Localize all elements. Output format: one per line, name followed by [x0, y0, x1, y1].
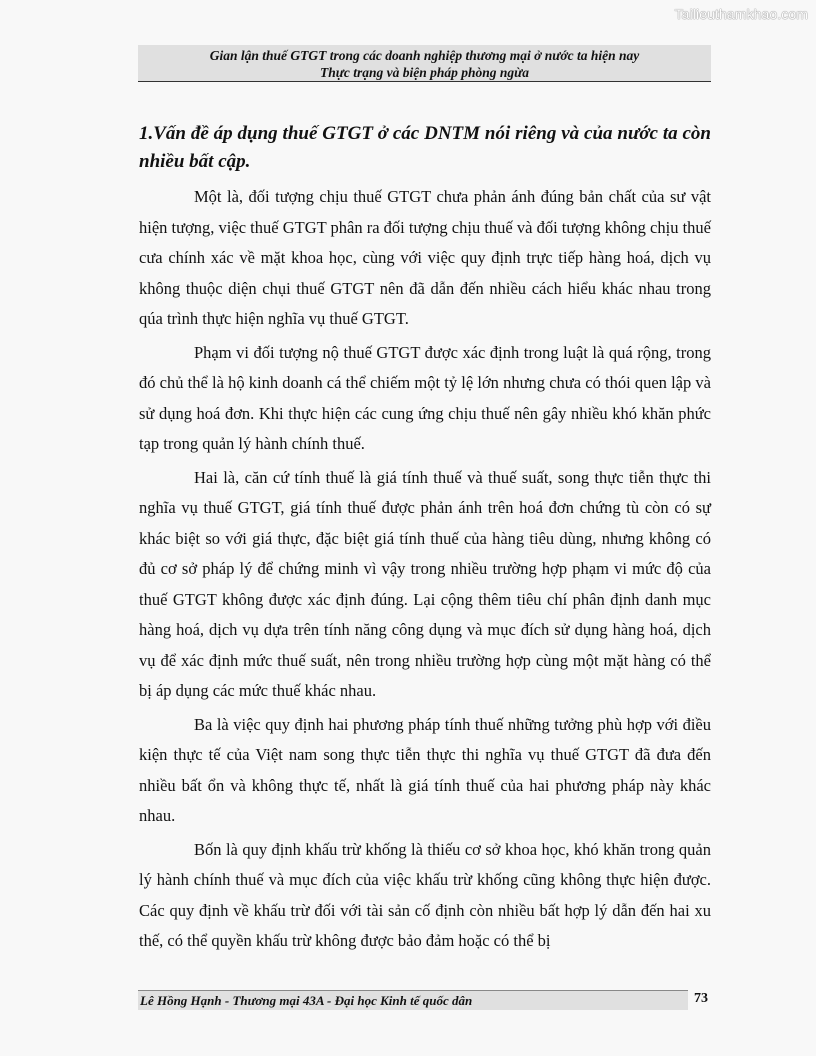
page-number: 73 [694, 991, 708, 1006]
page-body [139, 120, 711, 960]
paragraph-hai-la: Hai là, căn cứ tính thuế là giá tính thuế và thuế suất, song thực tiễn thực thi nghĩa vụ thuế GTGT, giá tính thuế được phản ánh trên hoá đơn chứng tù còn có sự khác biệt so với giá thực, đặc biệt giá tính thuế của hàng tiêu dùng, nhưng không có đủ cơ sở pháp lý để chứng minh vì vậy trong nhiều trường hợp phạm vi mức độ của thuế GTGT không được xác định đúng. Lại cộng thêm tiêu chí phân định danh mục hàng hoá, dịch vụ dựa trên tính năng công dụng và mục đích sử dụng hàng hoá, dịch vụ để xác định mức thuế suất, nên trong nhiều trường hợp cùng một mặt hàng có thể bị áp dụng các mức thuế khác nhau. [139, 467, 711, 700]
paragraph-mot-la: Một là, đối tượng chịu thuế GTGT chưa phản ánh đúng bản chất của sư vật hiện tượng, việc thuế GTGT phân ra đối tượng chịu thuế và đối tượng không chịu thuế cưa chính xác về mặt khoa học, cùng với việc quy định trực tiếp hàng hoá, dịch vụ không thuộc diện chụi thuế GTGT nên đã dẫn đến nhiều cách hiểu khác nhau trong qúa trình thực hiện nghĩa vụ thuế GTGT. [139, 187, 711, 328]
paragraph-ba-la: Ba là việc quy định hai phương pháp tính thuế những tưởng phù hợp với điều kiện thực tế của Việt nam song thực tiễn thực thi nghĩa vụ thuế GTGT đã đưa đến nhiều bất ổn và không thực tế, nhất là giá tính thuế của hai phương pháp này khác nhau. [139, 714, 711, 825]
footer-author: Lê Hồng Hạnh - Thương mại 43A - Đại học Kinh tế quốc dân [140, 993, 473, 1008]
running-footer [138, 990, 688, 1010]
paragraph-bon-la: Bốn là quy định khấu trừ khống là thiếu cơ sở khoa học, khó khăn trong quản lý hành chính thuế và mục đích của việc khấu trừ khống cũng không thực hiện được. Các quy định về khấu trừ đối với tài sản cố định còn nhiều bất hợp lý dẫn đến hai xu thế, có thể quyền khấu trừ không được bảo đảm hoặc có thể bị [139, 839, 711, 950]
running-header [138, 45, 711, 82]
header-line-1: Gian lận thuế GTGT trong các doanh nghiệp thương mại ở nước ta hiện nay [209, 48, 640, 63]
watermark: Tailieuthamkhao.com [674, 6, 808, 22]
paragraph-pham-vi: Phạm vi đối tượng nộ thuế GTGT được xác định trong luật là quá rộng, trong đó chủ thể là hộ kinh doanh cá thể chiếm một tỷ lệ lớn nhưng chưa có thói quen lập và sử dụng hoá đơn. Khi thực hiện các cung ứng chịu thuế nên gây nhiều khó khăn phức tạp trong quản lý hành chính thuế. [139, 342, 711, 453]
header-line-2: Thực trạng và biện pháp phòng ngừa [320, 65, 529, 80]
section-title: 1.Vấn đề áp dụng thuế GTGT ở các DNTM nói riêng và của nước ta còn nhiều bất cập. [139, 123, 711, 172]
